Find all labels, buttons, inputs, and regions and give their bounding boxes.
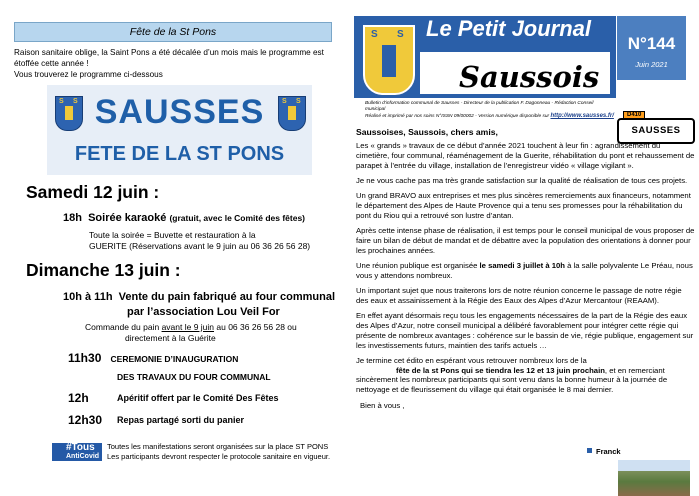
day2-event-4: 12h30: [68, 413, 103, 427]
day2-event-2: 11h30 CEREMONIE D’INAUGURATION: [68, 351, 239, 365]
issue-number: N°144: [627, 34, 676, 53]
journal-title: Le Petit Journal: [426, 16, 592, 41]
bulletin-info: Bulletin d’information communal de Sausses - Directeur de la publication F. Dagonneau - Rédaction Conseil municipal Réalisé et imprimé par nos soins N°ISSN 09/00002 - Version numérique disponible sur http://www.sausses.fr/: [365, 101, 614, 119]
anticovid-badge: #Tous AntiCovid: [52, 443, 102, 461]
day2-event-4-text: Repas partagé sorti du panier: [117, 415, 245, 425]
day2-event-1-assoc: par l’association Lou Veil For: [127, 306, 280, 318]
paragraph: Les « grands » travaux de ce début d’année 2021 touchent à leur fin : agrandissement du cimetière, four communal, réaménagement de la Guerite, réhabilitation du pont et rehaussement de parapet à l’entrée du village, installation de l’enregistreur vidéo « village vigilant ».: [356, 141, 695, 170]
day2-event-3: 12h: [68, 391, 89, 405]
road-sign: D410 SAUSSES: [617, 118, 695, 144]
paragraph: En effet ayant désormais reçu tous les engagements nécessaires de la part de la Régie des eaux des Alpes d’Azur, notre conseil municipal a délibéré favorablement pour intégrer cette régie qui présente de nombreux avantages : cohérence sur le bassin de vie, régie publique, engagement sur les investissements futurs, maintien des tarifs actuels …: [356, 311, 694, 350]
issue-box: [617, 16, 686, 80]
intro-text: [14, 47, 334, 80]
paragraph: Après cette intense phase de réalisation, il est temps pour le conseil municipal de vous proposer de faire un bilan de début de mandat et de débattre avec la population des orientations à donner pour les prochaines années.: [356, 226, 695, 255]
crest-icon-right: S S: [278, 96, 306, 131]
editorial-body: [356, 141, 695, 416]
event-banner: [47, 85, 312, 175]
day1-event: 18h Soirée karaoké (gratuit, avec le Comité des fêtes): [63, 212, 306, 224]
footer-note: Toutes les manifestations seront organisées sur la place ST PONS Les participants devront respecter le protocole sanitaire en vigueur.: [107, 442, 331, 461]
signature: Franck: [596, 447, 621, 456]
salutation: Saussoises, Saussois, chers amis,: [356, 127, 498, 137]
village-photo: [618, 460, 690, 496]
bullet-icon: [587, 448, 592, 453]
paragraph: Un important sujet que nous traiterons lors de notre réunion concerne le passage de notre régie des eaux et assainissement à la Régie des Eaux des Alpes d’Azur Mercantour (REAAM).: [356, 286, 682, 305]
journal-subtitle: Saussois: [459, 60, 600, 94]
banner-title: SAUSSES: [94, 93, 265, 131]
day1-note: Toute la soirée = Buvette et restauration à la GUERITE (Réservations avant le 9 juin au 06 36 26 56 28): [89, 230, 311, 251]
banner-subtitle: FETE DE LA ST PONS: [74, 143, 285, 165]
paragraph: Je termine cet édito en espérant vous retrouver nombreux lors de la fête de la st Pons qui se tiendra les 12 et 13 juin prochain, et en remerciant sincèrement les nombreux participants qui sont venu dans la bonne humeur à la journée de nettoyage et de fleurissement du village qui était organisée le 8 mai dernier.: [356, 355, 668, 395]
masthead-crest-icon: S S: [363, 25, 415, 95]
crest-icon-left: S S: [55, 96, 83, 131]
website-link[interactable]: http://www.sausses.fr/: [550, 113, 614, 119]
day1-title: Samedi 12 juin :: [26, 182, 160, 202]
day2-event-2-sub: DES TRAVAUX DU FOUR COMMUNAL: [117, 372, 271, 382]
intro-line-2: Vous trouverez le programme ci-dessous: [14, 70, 163, 79]
fete-header: Fête de la St Pons: [14, 22, 332, 42]
issue-date: Juin 2021: [635, 60, 668, 69]
day2-title: Dimanche 13 juin :: [26, 260, 181, 280]
paragraph: Je ne vous cache pas ma très grande satisfaction sur la qualité de réalisation de tous ces projets.: [356, 175, 688, 185]
day2-event-1-note: Commande du pain avant le 9 juin au 06 36 26 56 28 ou directement à la Guérite: [85, 322, 297, 343]
paragraph: Une réunion publique est organisée le samedi 3 juillet à 10h à la salle polyvalente Le Préau, nous vous y attendons nombreux.: [356, 260, 693, 280]
paragraph: Un grand BRAVO aux entreprises et mes plus sincères remerciements aux financeurs, notamment le département des Alpes de Haute Provence qui a tenu ses promesses pour la réhabilitation du pont du Riou qui a retrouvé son lustre d’antan.: [356, 191, 691, 220]
masthead: [354, 16, 616, 98]
day2-event-3-text: Apéritif offert par le Comité Des Fêtes: [117, 393, 279, 403]
day2-event-1: 10h à 11h Vente du pain fabriqué au four communal: [63, 291, 336, 303]
intro-line-1: Raison sanitaire oblige, la Saint Pons a été décalée d’un mois mais le programme est étoffée cette année !: [14, 48, 324, 68]
closing: Bien à vous ,: [360, 400, 405, 410]
